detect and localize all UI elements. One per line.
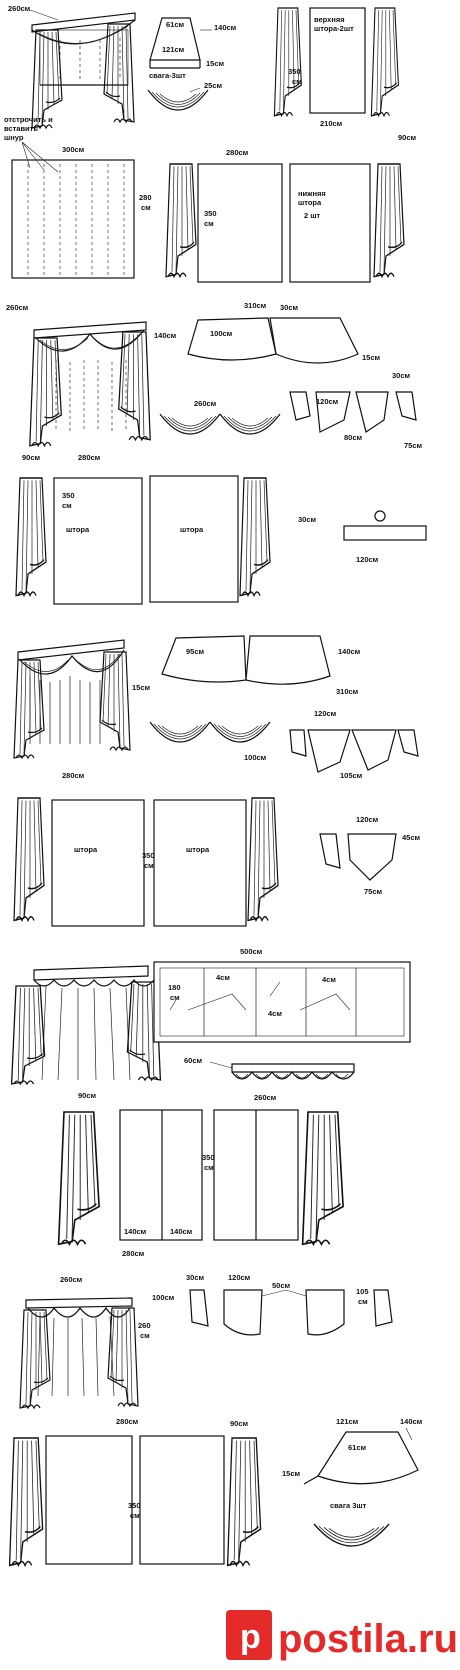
curtain-panel-3 bbox=[52, 800, 144, 926]
dim-label: см bbox=[130, 1511, 140, 1520]
panel-label: штора-2шт bbox=[314, 24, 354, 33]
curtain-drawing-15 bbox=[10, 1438, 43, 1565]
dim-label: 90см bbox=[230, 1419, 249, 1428]
curtain-drawing-13 bbox=[303, 1112, 344, 1244]
note-label: шнур bbox=[4, 133, 24, 142]
dim-label: свага 3шт bbox=[330, 1501, 367, 1510]
dim-label: 280см bbox=[62, 771, 85, 780]
dim-label: 280см bbox=[116, 1417, 139, 1426]
dim-label: 121см bbox=[336, 1417, 359, 1426]
dim-label: см bbox=[144, 861, 154, 870]
section-5 bbox=[10, 1273, 423, 1565]
dim-label: 500см bbox=[240, 947, 263, 956]
dim-label: 15см bbox=[362, 353, 381, 362]
curtain-panel-4 bbox=[154, 800, 246, 926]
dim-label: см bbox=[170, 993, 180, 1002]
dim-label: см bbox=[204, 219, 214, 228]
dim-label: 260см bbox=[6, 303, 29, 312]
dim-label: 280см bbox=[78, 453, 101, 462]
curtain-drawing-1 bbox=[32, 13, 135, 128]
dim-label: свага-3шт bbox=[149, 71, 186, 80]
dim-label: 260см bbox=[60, 1275, 83, 1284]
curtain-drawing-11 bbox=[12, 966, 161, 1084]
curtain-drawing-right-2 bbox=[371, 8, 398, 116]
dim-label: 105 bbox=[356, 1287, 369, 1296]
dim-label: 80см bbox=[344, 433, 363, 442]
dim-label: 350 bbox=[142, 851, 155, 860]
dim-label: 120см bbox=[356, 555, 379, 564]
dim-label: 50см bbox=[272, 1281, 291, 1290]
swag-drawing-5 bbox=[314, 1524, 389, 1546]
swag-pattern-2 bbox=[304, 1428, 418, 1484]
dim-label: 260см bbox=[194, 399, 217, 408]
dim-label: 120см bbox=[316, 397, 339, 406]
dim-label: см bbox=[62, 501, 72, 510]
dim-label: 350 bbox=[288, 67, 301, 76]
dim-label: см bbox=[204, 1163, 214, 1172]
dim-label: см bbox=[141, 203, 151, 212]
curtain-panel-8 bbox=[140, 1436, 224, 1564]
dim-label: 140см bbox=[154, 331, 177, 340]
dim-label: 280см bbox=[122, 1249, 145, 1258]
dim-label: 120см bbox=[228, 1273, 251, 1282]
swag-drawing-2 bbox=[160, 414, 280, 434]
dim-label: 61см bbox=[348, 1443, 367, 1452]
dim-label: 105см bbox=[340, 771, 363, 780]
watermark-logo-glyph: p bbox=[240, 1618, 261, 1656]
section-1 bbox=[4, 4, 417, 282]
dim-label: 120см bbox=[356, 815, 379, 824]
panel-label: штора bbox=[298, 198, 322, 207]
dim-label: 280 bbox=[139, 193, 152, 202]
curtain-drawing-right bbox=[274, 8, 301, 116]
dim-label: 300см bbox=[62, 145, 85, 154]
dim-label: 260см bbox=[254, 1093, 277, 1102]
watermark-text: postila.ru bbox=[278, 1617, 459, 1661]
dim-label: 61см bbox=[166, 20, 185, 29]
dim-label: 30см bbox=[298, 515, 317, 524]
tieback-panel bbox=[344, 526, 426, 540]
valance-pattern-3 bbox=[154, 962, 410, 1042]
dim-label: 75см bbox=[404, 441, 423, 450]
dim-label: 4см bbox=[322, 975, 336, 984]
jabot-pattern-2 bbox=[290, 730, 418, 772]
swag-drawing bbox=[148, 90, 208, 110]
dim-label: 350 bbox=[204, 209, 217, 218]
dim-label: 90см bbox=[78, 1091, 97, 1100]
dim-label: 260см bbox=[8, 4, 31, 13]
curtain-drawing-8 bbox=[14, 640, 130, 758]
dim-label: 60см bbox=[184, 1056, 203, 1065]
curtain-panel-5 bbox=[120, 1110, 202, 1240]
dim-label: 280см bbox=[226, 148, 249, 157]
curtain-drawing-14 bbox=[20, 1298, 138, 1408]
blind-panel bbox=[12, 160, 134, 278]
section-3 bbox=[14, 636, 421, 926]
dim-label: 30см bbox=[186, 1273, 205, 1282]
jabot-pattern-1 bbox=[290, 392, 416, 432]
dim-label: 25см bbox=[204, 81, 223, 90]
curtain-panel-7 bbox=[46, 1436, 132, 1564]
dim-label: 75см bbox=[364, 887, 383, 896]
curtain-panel-2 bbox=[150, 476, 238, 602]
curtain-drawing-7 bbox=[240, 478, 270, 596]
curtain-drawing-16 bbox=[228, 1438, 261, 1565]
dim-label: 350 bbox=[202, 1153, 215, 1162]
dim-label: 140см bbox=[214, 23, 237, 32]
dim-label: 90см bbox=[398, 133, 417, 142]
valance-pattern-1 bbox=[188, 318, 358, 363]
curtain-drawing-5 bbox=[30, 322, 150, 446]
dim-label: 15см bbox=[132, 683, 151, 692]
curtain-drawing-12 bbox=[59, 1112, 100, 1244]
jabot-pattern-3 bbox=[320, 834, 396, 880]
dim-label: 30см bbox=[392, 371, 411, 380]
dim-label: 100см bbox=[210, 329, 233, 338]
dim-label: 140см bbox=[170, 1227, 193, 1236]
dim-label: 350 bbox=[62, 491, 75, 500]
dim-label: 15см bbox=[206, 59, 225, 68]
bottom-curtain-panel-2 bbox=[290, 164, 370, 282]
tieback-button bbox=[375, 511, 385, 521]
dim-label: 180 bbox=[168, 983, 181, 992]
dim-label: 90см bbox=[22, 453, 41, 462]
dim-label: см bbox=[140, 1331, 150, 1340]
dim-label: 95см bbox=[186, 647, 205, 656]
panel-label: штора bbox=[66, 525, 90, 534]
dim-label: 310см bbox=[336, 687, 359, 696]
dim-label: 4см bbox=[216, 973, 230, 982]
swag-drawing-4 bbox=[232, 1064, 354, 1079]
section-4 bbox=[12, 947, 410, 1258]
dim-label: 350 bbox=[128, 1501, 141, 1510]
panel-label: нижняя bbox=[298, 189, 326, 198]
dim-label: 4см bbox=[268, 1009, 282, 1018]
dim-label: 100см bbox=[152, 1293, 175, 1302]
dim-label: 140см bbox=[400, 1417, 423, 1426]
swag-drawing-3 bbox=[150, 722, 270, 742]
dim-label: 140см bbox=[124, 1227, 147, 1236]
dim-label: 30см bbox=[280, 303, 299, 312]
curtain-drawing-4 bbox=[374, 164, 404, 277]
panel-label: штора bbox=[180, 525, 204, 534]
valance-pattern-2 bbox=[162, 636, 330, 684]
panel-label: штора bbox=[186, 845, 210, 854]
watermark bbox=[226, 1610, 458, 1661]
dim-label: см bbox=[358, 1297, 368, 1306]
dim-label: 310см bbox=[244, 301, 267, 310]
dim-label: 120см bbox=[314, 709, 337, 718]
note-label: вставить bbox=[4, 124, 38, 133]
panel-label: штора bbox=[74, 845, 98, 854]
curtain-drawing-6 bbox=[16, 478, 46, 596]
dim-label: 100см bbox=[244, 753, 267, 762]
dim-label: 260 bbox=[138, 1321, 151, 1330]
dim-label: см bbox=[292, 77, 302, 86]
dim-label: 45см bbox=[402, 833, 421, 842]
curtain-drawing-3 bbox=[166, 164, 196, 277]
dim-label: 140см bbox=[338, 647, 361, 656]
curtain-drawing-9 bbox=[14, 798, 44, 921]
dim-label: 15см bbox=[282, 1469, 301, 1478]
note-label: отстрочить и bbox=[4, 115, 53, 124]
dim-label: 121см bbox=[162, 45, 185, 54]
panel-label: верхняя bbox=[314, 15, 345, 24]
panel-label: 2 шт bbox=[304, 211, 321, 220]
curtain-drawing-10 bbox=[248, 798, 278, 921]
dim-label: 210см bbox=[320, 119, 343, 128]
section-2 bbox=[6, 301, 426, 604]
